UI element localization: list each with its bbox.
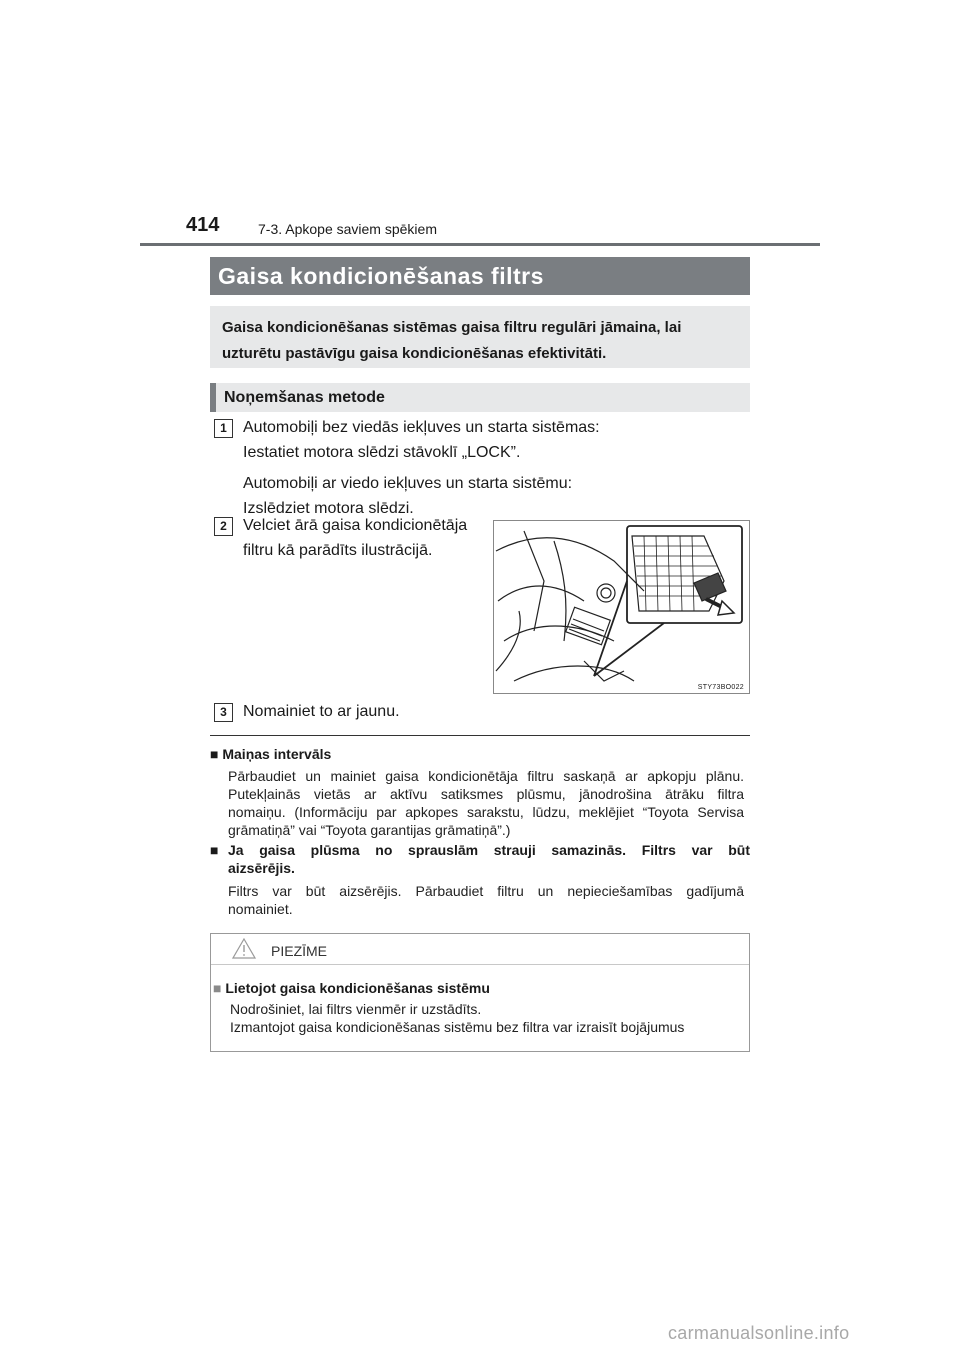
caution-line-1: Nodrošiniet, lai filtrs vienmēr ir uzstādīts. (230, 1001, 482, 1017)
bullet-square-icon: ■ (210, 746, 219, 762)
step-2-text (243, 513, 467, 563)
step-number-2: 2 (214, 517, 233, 536)
note-1-line-1: Pārbaudiet un mainiet gaisa kondicionētāja filtru saskaņā ar apkopju plānu. (228, 768, 744, 784)
note-2-heading-line-2: aizsērējis. (228, 860, 295, 876)
illustration-drawing (494, 521, 750, 694)
caution-heading-text: Lietojot gaisa kondicionēšanas sistēmu (225, 980, 490, 996)
note-2-heading (210, 841, 750, 877)
note-2-body (228, 882, 744, 918)
intro-box (210, 306, 750, 368)
warning-triangle-icon (232, 938, 256, 959)
page-title: Gaisa kondicionēšanas filtrs (210, 257, 750, 295)
step-1-line-1: Automobiļi bez viedās iekļuves un starta sistēmas: (243, 419, 600, 436)
header-divider (140, 243, 820, 246)
note-block-2 (210, 841, 750, 918)
caution-label: PIEZĪME (271, 943, 328, 959)
note-1-body (228, 767, 744, 839)
watermark: carmanualsonline.info (668, 1323, 850, 1343)
bullet-square-icon: ■ (213, 980, 222, 996)
note-1-heading (210, 745, 750, 763)
note-1-line-4: grāmatiņā” vai “Toyota garantijas grāmatiņā”.) (228, 822, 511, 838)
note-block-1 (210, 745, 750, 839)
step-1-line-4: Izslēdziet motora slēdzi. (243, 500, 414, 517)
section-subheading: Noņemšanas metode (210, 383, 750, 412)
page-number: 414 (186, 214, 220, 236)
caution-box (210, 933, 750, 1052)
section-reference: 7-3. Apkope saviem spēkiem (258, 221, 437, 237)
step-1-text (243, 415, 600, 521)
glovebox-filter-illustration (493, 520, 750, 694)
caution-heading (213, 979, 490, 997)
note-1-heading-text: Maiņas intervāls (222, 746, 332, 762)
note-1-line-3: nomaiņu. (Informāciju par apkopes sarakstu, lūdzu, meklējiet “Toyota Servisa (228, 804, 744, 820)
step-2-line-2: filtru kā parādīts ilustrācijā. (243, 542, 433, 559)
section-divider (210, 735, 750, 736)
step-number-1: 1 (214, 419, 233, 438)
bullet-square-icon: ■ (210, 842, 219, 858)
intro-line-1: Gaisa kondicionēšanas sistēmas gaisa filtru regulāri jāmaina, lai (222, 319, 682, 336)
note-2-heading-line-1: Ja gaisa plūsma no sprauslām strauji samazinās. Filtrs var būt (228, 842, 750, 858)
step-3-text: Nomainiet to ar jaunu. (243, 703, 400, 720)
step-1-line-2: Iestatiet motora slēdzi stāvoklī „LOCK”. (243, 444, 521, 461)
caution-divider (211, 964, 749, 965)
intro-line-2: uzturētu pastāvīgu gaisa kondicionēšanas efektivitāti. (222, 345, 607, 362)
caution-body (230, 1000, 684, 1036)
step-1-line-3: Automobiļi ar viedo iekļuves un starta sistēmu: (243, 475, 573, 492)
note-1-line-2: Putekļainās vietās ar aktīvu satiksmes plūsmu, jānodrošina ātrāku filtra (228, 786, 744, 802)
note-2-line-1: Filtrs var būt aizsērējis. Pārbaudiet filtru un nepieciešamības gadījumā (228, 883, 744, 899)
step-number-3: 3 (214, 703, 233, 722)
step-2-line-1: Velciet ārā gaisa kondicionētāja (243, 517, 468, 534)
note-2-line-2: nomainiet. (228, 901, 293, 917)
figure-code: STY73BO022 (697, 684, 744, 691)
caution-line-2: Izmantojot gaisa kondicionēšanas sistēmu bez filtra var izraisīt bojājumus (230, 1019, 685, 1035)
